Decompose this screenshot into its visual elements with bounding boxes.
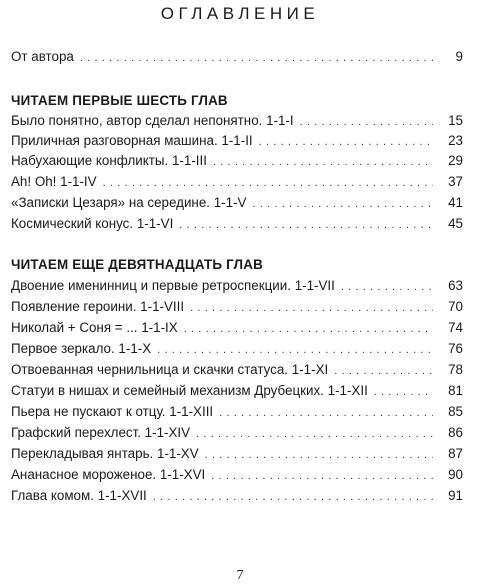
- toc-entry-title: Ah! Oh! 1-1-IV: [11, 174, 97, 189]
- toc-entry: [11, 339, 463, 359]
- toc-entry-title: Космический конус. 1-1-VI: [11, 216, 174, 231]
- toc-entry-title: Пьера не пускают к отцу. 1-1-XIII: [11, 404, 214, 419]
- toc-entry-title: Приличная разговорная машина. 1-1-II: [11, 133, 253, 148]
- toc-entry-page: 63: [448, 278, 463, 293]
- section-heading-2: ЧИТАЕМ ЕЩЕ ДЕВЯТНАДЦАТЬ ГЛАВ: [11, 257, 263, 272]
- dot-leader: [213, 152, 433, 172]
- toc-entry-title: Графский перехлест. 1-1-XIV: [11, 425, 191, 440]
- toc-entry: [11, 131, 463, 151]
- toc-entry: [11, 151, 463, 171]
- dot-leader: [259, 132, 433, 152]
- dot-leader: [103, 173, 433, 193]
- dot-leader: [157, 340, 433, 360]
- page-title: ОГЛАВЛЕНИЕ: [160, 4, 320, 23]
- section-heading-1: ЧИТАЕМ ПЕРВЫЕ ШЕСТЬ ГЛАВ: [11, 93, 228, 108]
- toc-entry-page: 76: [448, 341, 463, 356]
- toc-entry-title: Отвоеванная чернильница и скачки статуса. 1-1-XI: [11, 362, 329, 377]
- dot-leader: [334, 361, 433, 381]
- toc-entry: [11, 172, 463, 192]
- toc-entry-page: 15: [448, 113, 463, 128]
- toc-entry-page: 86: [448, 425, 463, 440]
- dot-leader: [153, 487, 433, 507]
- toc-entry: [11, 402, 463, 422]
- dot-leader: [179, 215, 433, 235]
- toc-entry: [11, 193, 463, 213]
- toc-entry-title: Первое зеркало. 1-1-X: [11, 341, 152, 356]
- toc-entry: [11, 486, 463, 506]
- dot-leader: [196, 424, 433, 444]
- toc-entry-page: 41: [448, 195, 463, 210]
- toc-entry-page: 85: [448, 404, 463, 419]
- dot-leader: [300, 112, 433, 132]
- dot-leader: [190, 298, 433, 318]
- toc-entry-page: 81: [448, 383, 463, 398]
- toc-entry-page: 74: [448, 320, 463, 335]
- dot-leader: [211, 466, 433, 486]
- toc-entry: [11, 297, 463, 317]
- toc-entry-title: Николай + Соня = ... 1-1-IX: [11, 320, 178, 335]
- toc-entry: [11, 360, 463, 380]
- dot-leader: [184, 319, 433, 339]
- toc-entry: [11, 444, 463, 464]
- toc-entry: [11, 276, 463, 296]
- toc-entry-title: Двоение именинниц и первые ретроспекции. 1-1-VII: [11, 278, 335, 293]
- toc-entry: [11, 381, 463, 401]
- toc-entry-page: 70: [448, 299, 463, 314]
- toc-entry-title: Глава комом. 1-1-XVII: [11, 488, 147, 503]
- toc-entry-page: 23: [448, 133, 463, 148]
- dot-leader: [80, 48, 433, 68]
- toc-entry-page: 78: [448, 362, 463, 377]
- toc-entry-title: Появление героини. 1-1-VIII: [11, 299, 185, 314]
- dot-leader: [252, 194, 433, 214]
- toc-entry-page: 29: [448, 153, 463, 168]
- dot-leader: [205, 445, 433, 465]
- toc-entry-page: 45: [448, 216, 463, 231]
- toc-entry-intro: [11, 47, 463, 67]
- toc-entry: [11, 111, 463, 131]
- toc-entry-title: Ананасное мороженое. 1-1-XVI: [11, 467, 206, 482]
- toc-entry-page: 90: [448, 467, 463, 482]
- toc-entry-page: 9: [455, 49, 463, 64]
- page-number: 7: [236, 568, 244, 583]
- toc-entry-page: 91: [448, 488, 463, 503]
- toc-entry-title: «Записки Цезаря» на середине. 1-1-V: [11, 195, 247, 210]
- toc-entry-title: Набухающие конфликты. 1-1-III: [11, 153, 207, 168]
- dot-leader: [341, 277, 433, 297]
- toc-entry-page: 37: [448, 174, 463, 189]
- toc-entry-page: 87: [448, 446, 463, 461]
- toc-entry: [11, 465, 463, 485]
- dot-leader: [219, 403, 433, 423]
- toc-entry-title: Перекладывая янтарь. 1-1-XV: [11, 446, 199, 461]
- toc-entry-title: Было понятно, автор сделал непонятно. 1-1-I: [11, 113, 294, 128]
- toc-entry-title: Статуи в нишах и семейный механизм Друбецких. 1-1-XII: [11, 383, 368, 398]
- toc-entry: [11, 423, 463, 443]
- toc-entry: [11, 318, 463, 338]
- toc-entry-title: От автора: [11, 49, 74, 64]
- dot-leader: [374, 382, 433, 402]
- toc-entry: [11, 214, 463, 234]
